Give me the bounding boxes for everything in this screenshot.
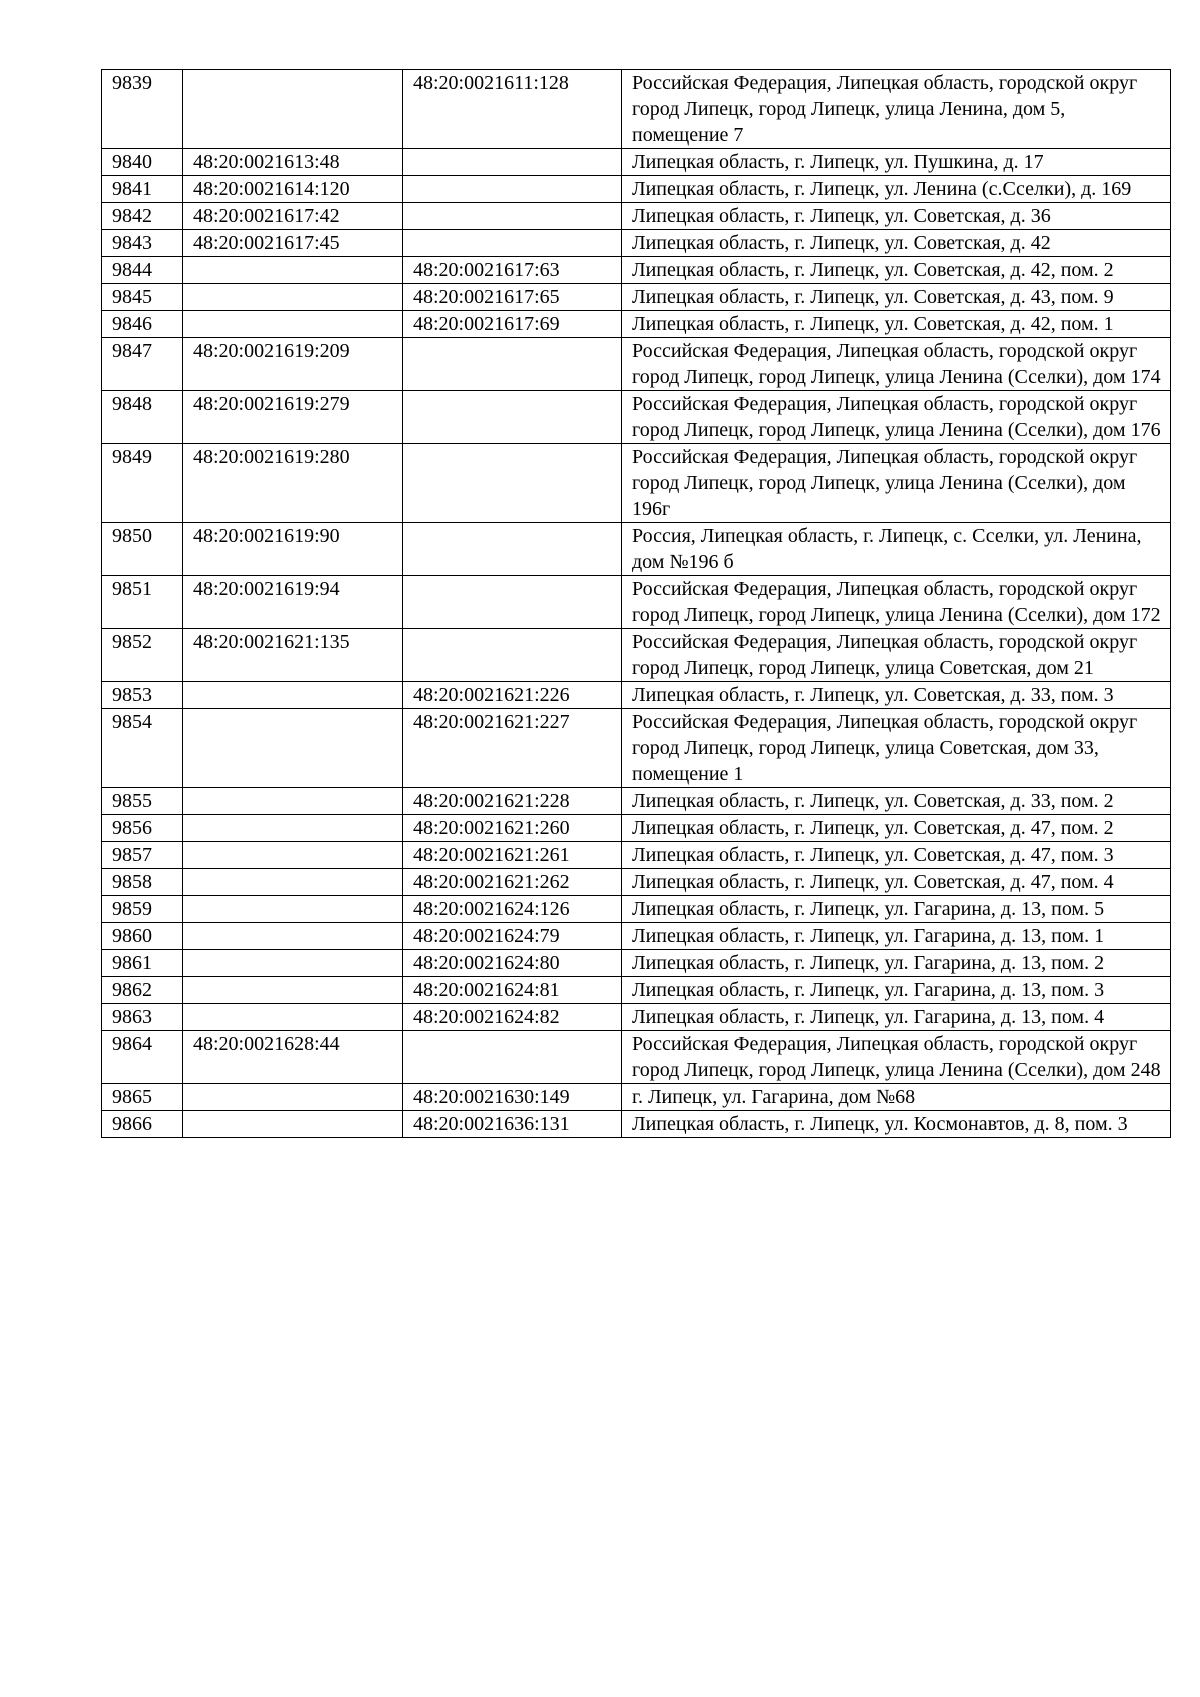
land-cadastral-number-cell [183,1004,403,1031]
table-row [102,576,1171,629]
object-cadastral-number-cell: 48:20:0021624:82 [403,1004,622,1031]
object-cadastral-number-cell [403,1031,622,1084]
object-cadastral-number-cell: 48:20:0021636:131 [403,1111,622,1138]
table-row [102,203,1171,230]
address-cell: г. Липецк, ул. Гагарина, дом №68 [622,1084,1171,1111]
table-row [102,709,1171,788]
table-row [102,338,1171,391]
object-cadastral-number-cell: 48:20:0021621:228 [403,788,622,815]
address-cell: Российская Федерация, Липецкая область, городской округ город Липецк, город Липецк, улица Ленина (Сселки), дом 196г [622,444,1171,523]
address-cell: Российская Федерация, Липецкая область, городской округ город Липецк, город Липецк, улица Ленина (Сселки), дом 176 [622,391,1171,444]
address-cell: Липецкая область, г. Липецк, ул. Советская, д. 42, пом. 1 [622,311,1171,338]
object-cadastral-number-cell: 48:20:0021617:69 [403,311,622,338]
land-cadastral-number-cell: 48:20:0021619:94 [183,576,403,629]
table-row [102,1111,1171,1138]
address-cell: Липецкая область, г. Липецк, ул. Советская, д. 47, пом. 4 [622,869,1171,896]
table-row [102,149,1171,176]
object-cadastral-number-cell: 48:20:0021621:226 [403,682,622,709]
address-cell: Российская Федерация, Липецкая область, городской округ город Липецк, город Липецк, улица Ленина, дом 5, помещение 7 [622,70,1171,149]
address-cell: Липецкая область, г. Липецк, ул. Советская, д. 33, пом. 2 [622,788,1171,815]
land-cadastral-number-cell: 48:20:0021617:45 [183,230,403,257]
object-cadastral-number-cell [403,523,622,576]
address-cell: Липецкая область, г. Липецк, ул. Гагарина, д. 13, пом. 3 [622,977,1171,1004]
object-cadastral-number-cell [403,176,622,203]
row-number-cell: 9851 [102,576,183,629]
object-cadastral-number-cell: 48:20:0021624:126 [403,896,622,923]
table-row [102,682,1171,709]
table-row [102,896,1171,923]
object-cadastral-number-cell [403,391,622,444]
address-cell: Липецкая область, г. Липецк, ул. Советская, д. 43, пом. 9 [622,284,1171,311]
object-cadastral-number-cell [403,576,622,629]
land-cadastral-number-cell [183,788,403,815]
address-cell: Липецкая область, г. Липецк, ул. Советская, д. 42 [622,230,1171,257]
address-cell: Липецкая область, г. Липецк, ул. Ленина (с.Сселки), д. 169 [622,176,1171,203]
table-row [102,1004,1171,1031]
object-cadastral-number-cell: 48:20:0021621:262 [403,869,622,896]
cadastral-registry-table [101,69,1171,1138]
land-cadastral-number-cell: 48:20:0021619:280 [183,444,403,523]
table-row [102,176,1171,203]
land-cadastral-number-cell: 48:20:0021619:279 [183,391,403,444]
row-number-cell: 9839 [102,70,183,149]
table-row [102,70,1171,149]
object-cadastral-number-cell: 48:20:0021624:80 [403,950,622,977]
address-cell: Липецкая область, г. Липецк, ул. Гагарина, д. 13, пом. 2 [622,950,1171,977]
row-number-cell: 9861 [102,950,183,977]
land-cadastral-number-cell [183,70,403,149]
row-number-cell: 9863 [102,1004,183,1031]
address-cell: Липецкая область, г. Липецк, ул. Советская, д. 47, пом. 3 [622,842,1171,869]
row-number-cell: 9857 [102,842,183,869]
table-row [102,1084,1171,1111]
registry-table-body [102,70,1171,1138]
address-cell: Россия, Липецкая область, г. Липецк, с. Сселки, ул. Ленина, дом №196 б [622,523,1171,576]
address-cell: Липецкая область, г. Липецк, ул. Советская, д. 47, пом. 2 [622,815,1171,842]
row-number-cell: 9862 [102,977,183,1004]
row-number-cell: 9844 [102,257,183,284]
object-cadastral-number-cell: 48:20:0021624:79 [403,923,622,950]
table-row [102,311,1171,338]
land-cadastral-number-cell [183,869,403,896]
object-cadastral-number-cell: 48:20:0021617:65 [403,284,622,311]
land-cadastral-number-cell: 48:20:0021619:90 [183,523,403,576]
object-cadastral-number-cell: 48:20:0021621:260 [403,815,622,842]
land-cadastral-number-cell: 48:20:0021617:42 [183,203,403,230]
table-row [102,923,1171,950]
object-cadastral-number-cell [403,444,622,523]
row-number-cell: 9841 [102,176,183,203]
address-cell: Российская Федерация, Липецкая область, городской округ город Липецк, город Липецк, улица Ленина (Сселки), дом 172 [622,576,1171,629]
table-row [102,977,1171,1004]
land-cadastral-number-cell [183,682,403,709]
land-cadastral-number-cell [183,311,403,338]
land-cadastral-number-cell [183,284,403,311]
table-row [102,257,1171,284]
address-cell: Липецкая область, г. Липецк, ул. Космонавтов, д. 8, пом. 3 [622,1111,1171,1138]
land-cadastral-number-cell [183,923,403,950]
address-cell: Российская Федерация, Липецкая область, городской округ город Липецк, город Липецк, улица Советская, дом 21 [622,629,1171,682]
address-cell: Липецкая область, г. Липецк, ул. Советская, д. 33, пом. 3 [622,682,1171,709]
row-number-cell: 9842 [102,203,183,230]
row-number-cell: 9856 [102,815,183,842]
row-number-cell: 9854 [102,709,183,788]
address-cell: Липецкая область, г. Липецк, ул. Пушкина, д. 17 [622,149,1171,176]
table-row [102,629,1171,682]
table-row [102,284,1171,311]
object-cadastral-number-cell: 48:20:0021630:149 [403,1084,622,1111]
land-cadastral-number-cell [183,1084,403,1111]
row-number-cell: 9850 [102,523,183,576]
object-cadastral-number-cell [403,203,622,230]
table-row [102,869,1171,896]
land-cadastral-number-cell: 48:20:0021619:209 [183,338,403,391]
row-number-cell: 9855 [102,788,183,815]
address-cell: Липецкая область, г. Липецк, ул. Гагарина, д. 13, пом. 4 [622,1004,1171,1031]
land-cadastral-number-cell: 48:20:0021613:48 [183,149,403,176]
row-number-cell: 9860 [102,923,183,950]
land-cadastral-number-cell [183,896,403,923]
row-number-cell: 9859 [102,896,183,923]
row-number-cell: 9853 [102,682,183,709]
object-cadastral-number-cell [403,629,622,682]
table-row [102,842,1171,869]
object-cadastral-number-cell: 48:20:0021621:261 [403,842,622,869]
land-cadastral-number-cell [183,257,403,284]
row-number-cell: 9848 [102,391,183,444]
row-number-cell: 9849 [102,444,183,523]
address-cell: Липецкая область, г. Липецк, ул. Гагарина, д. 13, пом. 5 [622,896,1171,923]
object-cadastral-number-cell: 48:20:0021621:227 [403,709,622,788]
object-cadastral-number-cell [403,230,622,257]
address-cell: Российская Федерация, Липецкая область, городской округ город Липецк, город Липецк, улица Ленина (Сселки), дом 174 [622,338,1171,391]
land-cadastral-number-cell [183,842,403,869]
land-cadastral-number-cell: 48:20:0021621:135 [183,629,403,682]
land-cadastral-number-cell [183,977,403,1004]
row-number-cell: 9845 [102,284,183,311]
table-row [102,444,1171,523]
land-cadastral-number-cell: 48:20:0021628:44 [183,1031,403,1084]
row-number-cell: 9866 [102,1111,183,1138]
table-row [102,230,1171,257]
land-cadastral-number-cell [183,709,403,788]
land-cadastral-number-cell [183,1111,403,1138]
row-number-cell: 9865 [102,1084,183,1111]
row-number-cell: 9864 [102,1031,183,1084]
row-number-cell: 9843 [102,230,183,257]
object-cadastral-number-cell: 48:20:0021624:81 [403,977,622,1004]
row-number-cell: 9846 [102,311,183,338]
table-row [102,1031,1171,1084]
row-number-cell: 9847 [102,338,183,391]
table-row [102,523,1171,576]
land-cadastral-number-cell [183,950,403,977]
object-cadastral-number-cell [403,338,622,391]
object-cadastral-number-cell: 48:20:0021611:128 [403,70,622,149]
object-cadastral-number-cell [403,149,622,176]
object-cadastral-number-cell: 48:20:0021617:63 [403,257,622,284]
address-cell: Липецкая область, г. Липецк, ул. Гагарина, д. 13, пом. 1 [622,923,1171,950]
table-row [102,391,1171,444]
row-number-cell: 9840 [102,149,183,176]
land-cadastral-number-cell: 48:20:0021614:120 [183,176,403,203]
table-row [102,950,1171,977]
row-number-cell: 9858 [102,869,183,896]
row-number-cell: 9852 [102,629,183,682]
table-row [102,815,1171,842]
table-row [102,788,1171,815]
land-cadastral-number-cell [183,815,403,842]
address-cell: Липецкая область, г. Липецк, ул. Советская, д. 42, пом. 2 [622,257,1171,284]
address-cell: Российская Федерация, Липецкая область, городской округ город Липецк, город Липецк, улица Советская, дом 33, помещение 1 [622,709,1171,788]
address-cell: Липецкая область, г. Липецк, ул. Советская, д. 36 [622,203,1171,230]
address-cell: Российская Федерация, Липецкая область, городской округ город Липецк, город Липецк, улица Ленина (Сселки), дом 248 [622,1031,1171,1084]
